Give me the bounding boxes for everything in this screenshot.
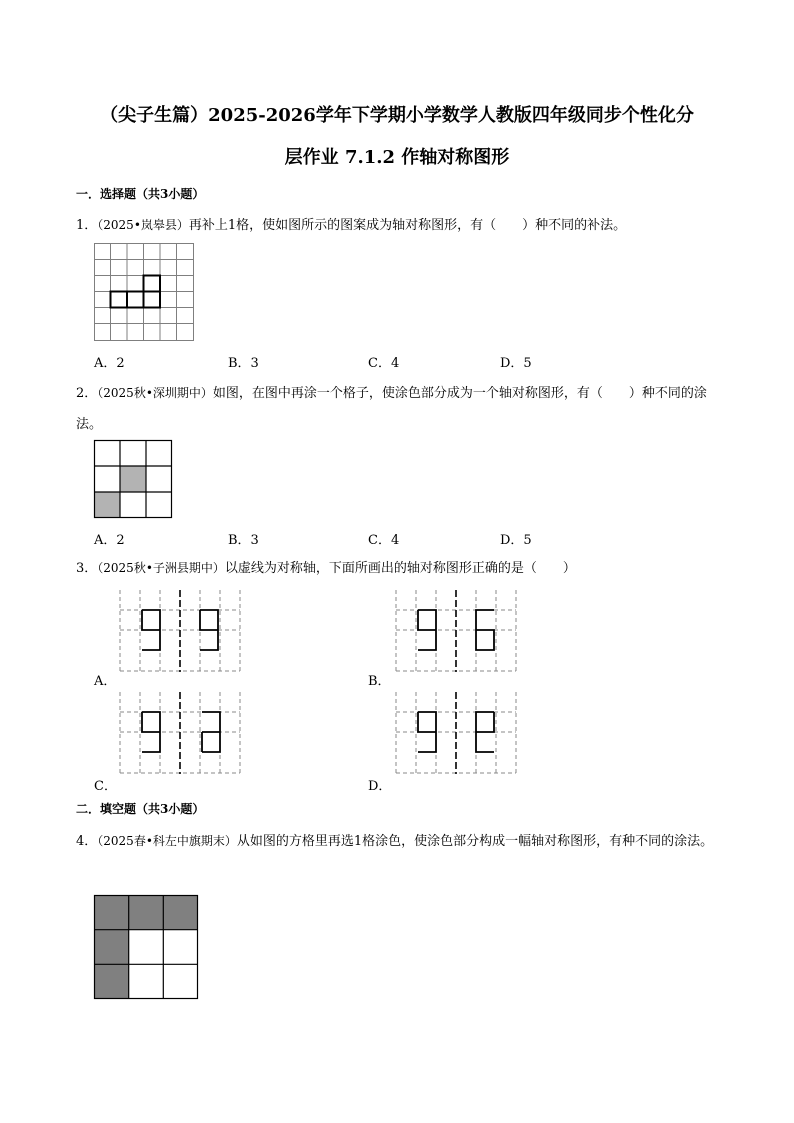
shaded-top-row [94, 895, 198, 930]
q3-figure-d [396, 692, 516, 774]
q3-figure-b [396, 590, 516, 672]
section-heading-choice: 一．选择题（共3小题） [76, 187, 205, 201]
q2-option-c[interactable]: C．4 [368, 533, 400, 548]
q2-option-d[interactable]: D．5 [500, 533, 532, 548]
q1-option-a[interactable]: A．2 [94, 356, 125, 371]
question-4 [76, 826, 722, 857]
question-source: （2025秋•深圳期中） [97, 386, 213, 400]
q2-option-b[interactable]: B．3 [228, 533, 259, 548]
question-number: 1． [76, 218, 98, 233]
q1-option-d[interactable]: D．5 [500, 356, 532, 371]
question-number: 4． [76, 834, 98, 849]
question-source: （2025春•科左中旗期末） [97, 834, 237, 848]
question-number: 2． [76, 386, 98, 401]
q3-option-c[interactable]: C． [94, 779, 117, 794]
shaded-cell-center [120, 466, 146, 492]
question-source: （2025秋•子洲县期中） [97, 561, 225, 575]
q3-option-d[interactable]: D． [368, 779, 392, 794]
question-source: （2025•岚皋县） [97, 218, 189, 232]
question-number: 3． [76, 561, 98, 576]
question-text: 以虚线为对称轴，下面所画出的轴对称图形正确的是（ ） [224, 561, 576, 576]
q3-option-b[interactable]: B． [368, 674, 391, 689]
page-title-line-2: 层作业 7.1.2 作轴对称图形 [284, 147, 510, 168]
q4-grid-figure [94, 895, 198, 999]
question-2 [76, 378, 722, 440]
q3-option-a[interactable]: A． [94, 674, 117, 689]
q1-option-c[interactable]: C．4 [368, 356, 400, 371]
page-title-line-1: （尖子生篇）2025-2026学年下学期小学数学人教版四年级同步个性化分 [100, 105, 694, 126]
q1-grid-figure [94, 243, 194, 341]
section-heading-fill: 二．填空题（共3小题） [76, 802, 205, 816]
question-1 [76, 210, 722, 241]
q3-figure-a [120, 590, 240, 672]
q3-figure-c [120, 692, 240, 774]
q2-grid-figure [94, 440, 172, 518]
question-3 [76, 553, 722, 584]
q1-option-b[interactable]: B．3 [228, 356, 259, 371]
question-text: 从如图的方格里再选1格涂色，使涂色部分构成一幅轴对称图形，有种不同的涂法。 [236, 834, 714, 849]
question-text: 如图，在图中再涂一个格子，使涂色部分成为一个轴对称图形，有（ ）种不同的涂法。 [76, 386, 707, 432]
q2-option-a[interactable]: A．2 [94, 533, 125, 548]
shaded-cell-bottom-left [94, 492, 120, 518]
question-text: 再补上1格，使如图所示的图案成为轴对称图形，有（ ）种不同的补法。 [188, 218, 627, 233]
